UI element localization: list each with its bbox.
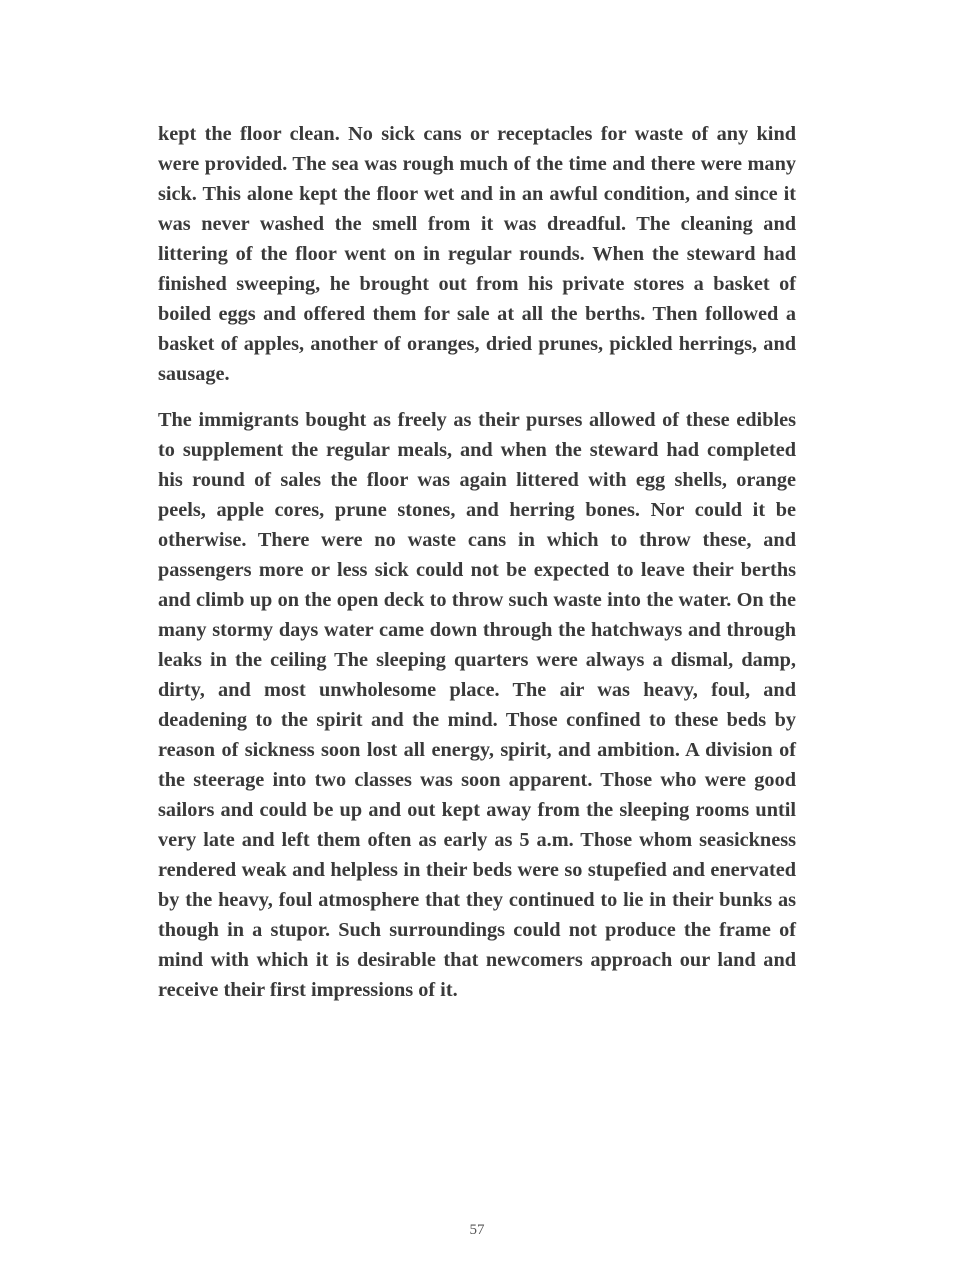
page-number: 57 bbox=[469, 1222, 485, 1238]
body-text bbox=[158, 119, 796, 1021]
paragraph-1: kept the floor clean. No sick cans or receptacles for waste of any kind were provided. The sea was rough much of the time and there were many sick. This alone kept the floor wet and in an awful condition, and since it was never washed the smell from it was dreadful. The cleaning and littering of the floor went on in regular rounds. When the steward had finished sweeping, he brought out from his private stores a basket of boiled eggs and offered them for sale at all the berths. Then followed a basket of apples, another of oranges, dried prunes, pickled herrings, and sausage. bbox=[158, 123, 796, 385]
paragraph-2: The immigrants bought as freely as their purses allowed of these edibles to supplement the regular meals, and when the steward had completed his round of sales the floor was again littered with egg shells, orange peels, apple cores, prune stones, and herring bones. Nor could it be otherwise. There were no waste cans in which to throw these, and passengers more or less sick could not be expected to leave their berths and climb up on the open deck to throw such waste into the water. On the many stormy days water came down through the hatchways and through leaks in the ceiling The sleeping quarters were always a dismal, damp, dirty, and most unwholesome place. The air was heavy, foul, and deadening to the spirit and the mind. Those confined to these beds by reason of sickness soon lost all energy, spirit, and ambition. A division of the steerage into two classes was soon apparent. Those who were good sailors and could be up and out kept away from the sleeping rooms until very late and left them often as early as 5 a.m. Those whom seasickness rendered weak and helpless in their beds were so stupefied and enervated by the heavy, foul atmosphere that they continued to lie in their bunks as though in a stupor. Such surroundings could not produce the frame of mind with which it is desirable that newcomers approach our land and receive their first impressions of it. bbox=[158, 409, 796, 1001]
